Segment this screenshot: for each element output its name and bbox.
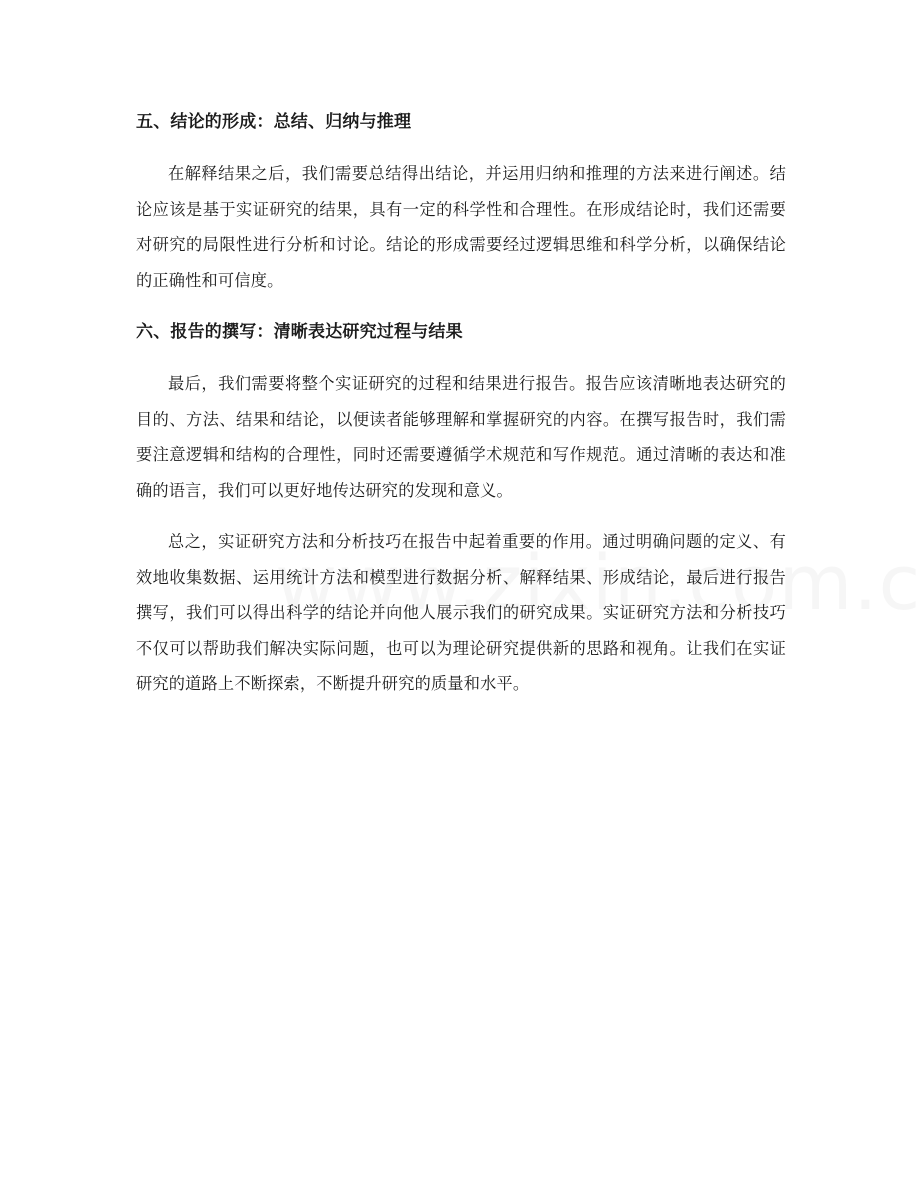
section-heading-report: 六、报告的撰写：清晰表达研究过程与结果 — [136, 322, 463, 342]
paragraph-summary: 总之，实证研究方法和分析技巧在报告中起着重要的作用。通过明确问题的定义、有效地收集数据、运用统计方法和模型进行数据分析、解释结果、形成结论，最后进行报告撰写，我们可以得出科学的结论并向他人展示我们的研究成果。实证研究方法和分析技巧不仅可以帮助我们解决实际问题，也可以为理论研究提供新的思路和视角。让我们在实证研究的道路上不断探索，不断提升研究的质量和水平。 — [136, 532, 786, 693]
paragraph-report: 最后，我们需要将整个实证研究的过程和结果进行报告。报告应该清晰地表达研究的目的、方法、结果和结论，以便读者能够理解和掌握研究的内容。在撰写报告时，我们需要注意逻辑和结构的合理性，同时还需要遵循学术规范和写作规范。通过清晰的表达和准确的语言，我们可以更好地传达研究的发现和意义。 — [136, 374, 786, 500]
paragraph-conclusion: 在解释结果之后，我们需要总结得出结论，并运用归纳和推理的方法来进行阐述。结论应该是基于实证研究的结果，具有一定的科学性和合理性。在形成结论时，我们还需要对研究的局限性进行分析和讨论。结论的形成需要经过逻辑思维和科学分析，以确保结论的正确性和可信度。 — [136, 164, 786, 290]
document-body — [136, 108, 786, 702]
section-heading-conclusion: 五、结论的形成：总结、归纳与推理 — [136, 112, 412, 132]
